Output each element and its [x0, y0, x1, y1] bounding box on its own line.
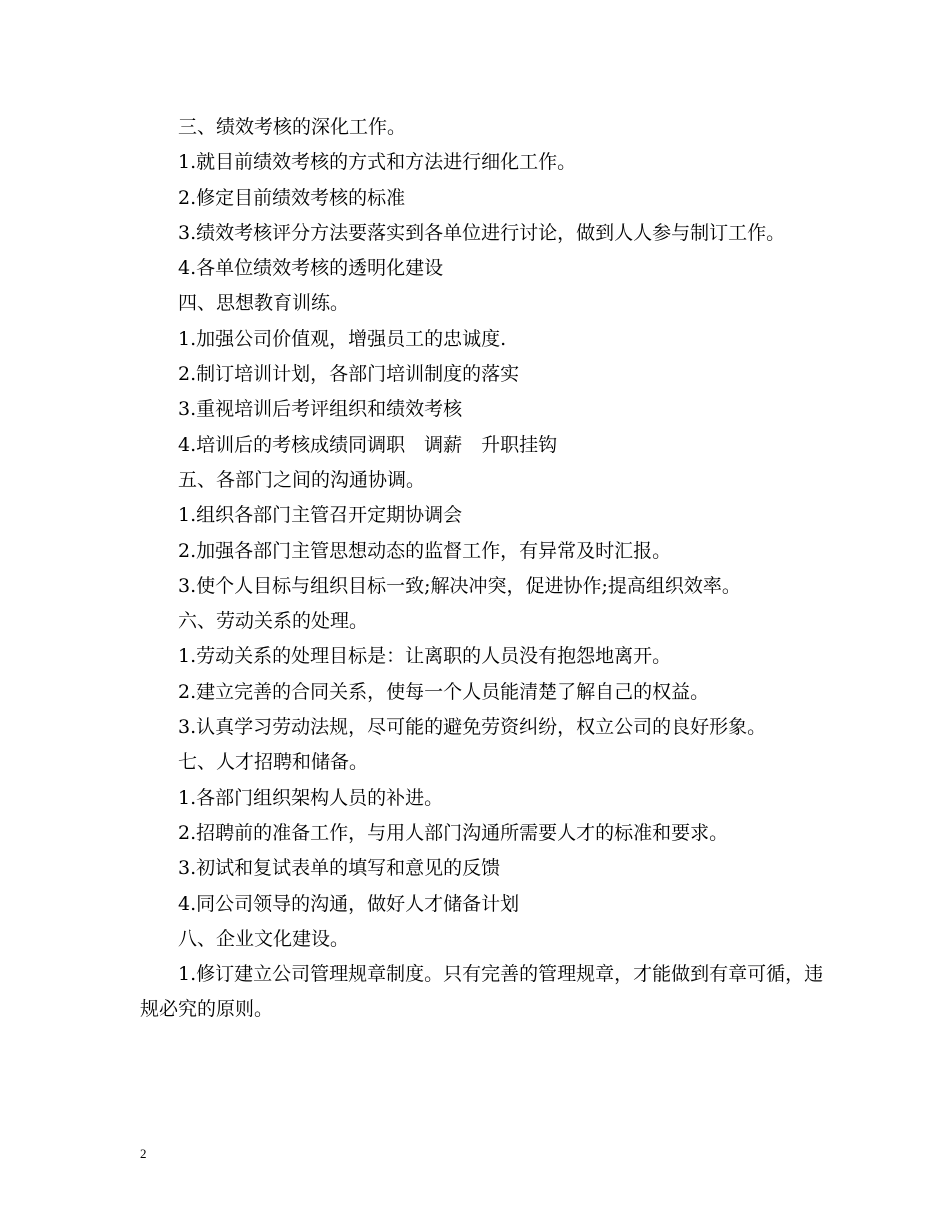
- list-item: 1.加强公司价值观，增强员工的忠诚度.: [178, 327, 507, 350]
- list-item: 1.修订建立公司管理规章制度。只有完善的管理规章，才能做到有章可循，违规必究的原则。: [140, 963, 824, 1021]
- list-item: 3.绩效考核评分方法要落实到各单位进行讨论，做到人人参与制订工作。: [178, 221, 786, 244]
- list-item: 1.劳动关系的处理目标是：让离职的人员没有抱怨地离开。: [178, 645, 672, 668]
- list-item: 3.认真学习劳动法规，尽可能的避免劳资纠纷，权立公司的良好形象。: [178, 716, 767, 739]
- list-item: 2.招聘前的准备工作，与用人部门沟通所需要人才的标准和要求。: [178, 821, 729, 844]
- list-item: 2.修定目前绩效考核的标准: [178, 186, 406, 209]
- page-number: 2: [140, 1146, 147, 1161]
- document-body: [140, 110, 830, 1028]
- list-item: 3.重视培训后考评组织和绩效考核: [178, 398, 463, 421]
- list-item: 4.培训后的考核成绩同调职 调薪 升职挂钩: [178, 433, 558, 456]
- list-item: 2.建立完善的合同关系，使每一个人员能清楚了解自己的权益。: [178, 680, 710, 703]
- list-item: 4.同公司领导的沟通，做好人才储备计划: [178, 892, 520, 915]
- section-heading-8: 八、企业文化建设。: [178, 927, 350, 950]
- section-heading-7: 七、人才招聘和储备。: [178, 751, 369, 774]
- section-heading-6: 六、劳动关系的处理。: [178, 610, 369, 633]
- list-item: 2.制订培训计划，各部门培训制度的落实: [178, 363, 520, 386]
- list-item: 2.加强各部门主管思想动态的监督工作，有异常及时汇报。: [178, 539, 672, 562]
- list-item: 3.初试和复试表单的填写和意见的反馈: [178, 857, 501, 880]
- list-item: 4.各单位绩效考核的透明化建设: [178, 257, 444, 280]
- section-heading-4: 四、思想教育训练。: [178, 292, 350, 315]
- list-item: 1.各部门组织架构人员的补进。: [178, 786, 444, 809]
- list-item: 3.使个人目标与组织目标一致;解决冲突，促进协作;提高组织效率。: [178, 574, 741, 597]
- section-heading-5: 五、各部门之间的沟通协调。: [178, 468, 426, 491]
- section-heading-3: 三、绩效考核的深化工作。: [178, 116, 407, 138]
- list-item: 1.组织各部门主管召开定期协调会: [178, 504, 463, 527]
- list-item: 1.就目前绩效考核的方式和方法进行细化工作。: [178, 151, 577, 174]
